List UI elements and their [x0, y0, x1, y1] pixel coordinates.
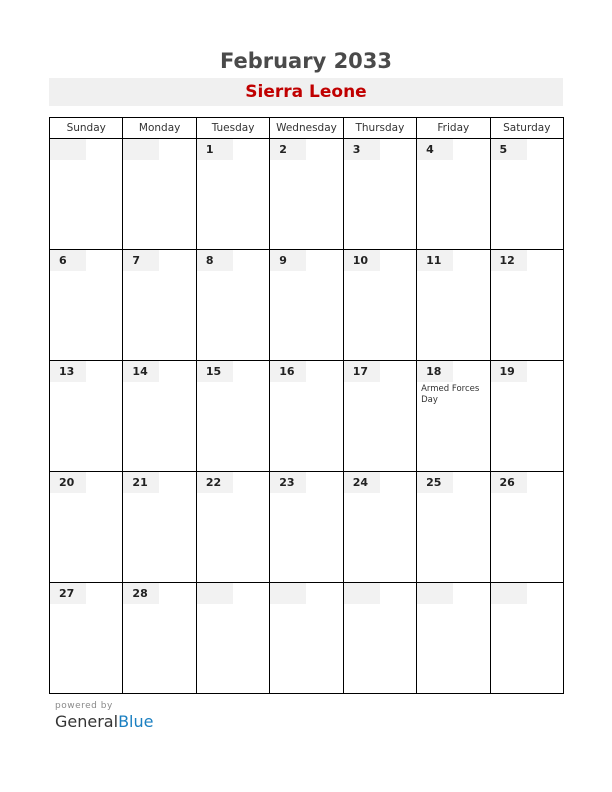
day-cell — [123, 472, 196, 583]
country-name: Sierra Leone — [49, 78, 563, 106]
weekday-sunday: Sunday — [50, 118, 123, 139]
calendar-title: February 2033 — [219, 49, 393, 73]
day-cell — [196, 250, 269, 361]
week-row — [50, 361, 564, 472]
day-cell — [50, 139, 123, 250]
day-number — [197, 583, 233, 604]
day-cell — [343, 139, 416, 250]
day-number: 13 — [50, 361, 86, 382]
day-cell — [417, 472, 490, 583]
day-number: 7 — [123, 250, 159, 271]
day-number: 5 — [491, 139, 527, 160]
brand-blue-text: Blue — [118, 712, 154, 731]
day-number: 28 — [123, 583, 159, 604]
day-number: 26 — [491, 472, 527, 493]
day-cell — [50, 361, 123, 472]
day-number: 20 — [50, 472, 86, 493]
day-cell — [196, 139, 269, 250]
weekday-tuesday: Tuesday — [196, 118, 269, 139]
day-number: 10 — [344, 250, 380, 271]
day-cell — [343, 583, 416, 694]
weekday-wednesday: Wednesday — [270, 118, 343, 139]
day-cell — [343, 361, 416, 472]
day-number: 1 — [197, 139, 233, 160]
day-cell — [270, 250, 343, 361]
day-number: 4 — [417, 139, 453, 160]
day-cell-holiday — [417, 361, 490, 472]
day-cell — [196, 361, 269, 472]
weekday-thursday: Thursday — [343, 118, 416, 139]
day-cell — [270, 472, 343, 583]
day-number: 24 — [344, 472, 380, 493]
day-number: 6 — [50, 250, 86, 271]
day-cell — [50, 250, 123, 361]
day-number: 12 — [491, 250, 527, 271]
day-cell — [123, 250, 196, 361]
day-cell — [123, 139, 196, 250]
day-number: 22 — [197, 472, 233, 493]
day-cell — [270, 361, 343, 472]
weekday-header-row — [50, 118, 564, 139]
day-number: 19 — [491, 361, 527, 382]
weekday-friday: Friday — [417, 118, 490, 139]
weekday-saturday: Saturday — [490, 118, 563, 139]
day-cell — [123, 361, 196, 472]
day-cell — [490, 361, 563, 472]
day-cell — [50, 472, 123, 583]
day-cell — [50, 583, 123, 694]
day-cell — [196, 472, 269, 583]
brand-general-text: General — [55, 712, 119, 731]
day-number — [123, 139, 159, 160]
day-cell — [417, 139, 490, 250]
day-number: 21 — [123, 472, 159, 493]
day-number: 11 — [417, 250, 453, 271]
day-number: 17 — [344, 361, 380, 382]
day-number — [344, 583, 380, 604]
week-row — [50, 250, 564, 361]
week-row — [50, 139, 564, 250]
week-row — [50, 472, 564, 583]
day-cell — [490, 583, 563, 694]
weekday-monday: Monday — [123, 118, 196, 139]
day-cell — [196, 583, 269, 694]
day-cell — [490, 250, 563, 361]
holiday-label: Armed Forces Day — [421, 384, 480, 405]
day-number — [50, 139, 86, 160]
day-number: 27 — [50, 583, 86, 604]
day-number: 2 — [270, 139, 306, 160]
day-number: 18 — [417, 361, 453, 382]
day-cell — [490, 472, 563, 583]
footer-branding — [55, 701, 153, 732]
day-number: 8 — [197, 250, 233, 271]
day-cell — [270, 139, 343, 250]
day-number: 23 — [270, 472, 306, 493]
day-number: 9 — [270, 250, 306, 271]
day-cell — [490, 139, 563, 250]
day-cell — [123, 583, 196, 694]
day-cell — [417, 250, 490, 361]
day-number: 14 — [123, 361, 159, 382]
day-number: 3 — [344, 139, 380, 160]
day-number: 25 — [417, 472, 453, 493]
day-cell — [343, 250, 416, 361]
day-cell — [343, 472, 416, 583]
day-number — [491, 583, 527, 604]
generalblue-logo[interactable] — [55, 712, 153, 732]
day-cell — [270, 583, 343, 694]
calendar-grid — [49, 117, 564, 694]
day-number — [417, 583, 453, 604]
day-number: 15 — [197, 361, 233, 382]
week-row — [50, 583, 564, 694]
day-cell — [417, 583, 490, 694]
day-number: 16 — [270, 361, 306, 382]
day-number — [270, 583, 306, 604]
powered-by-label: powered by — [55, 701, 113, 711]
